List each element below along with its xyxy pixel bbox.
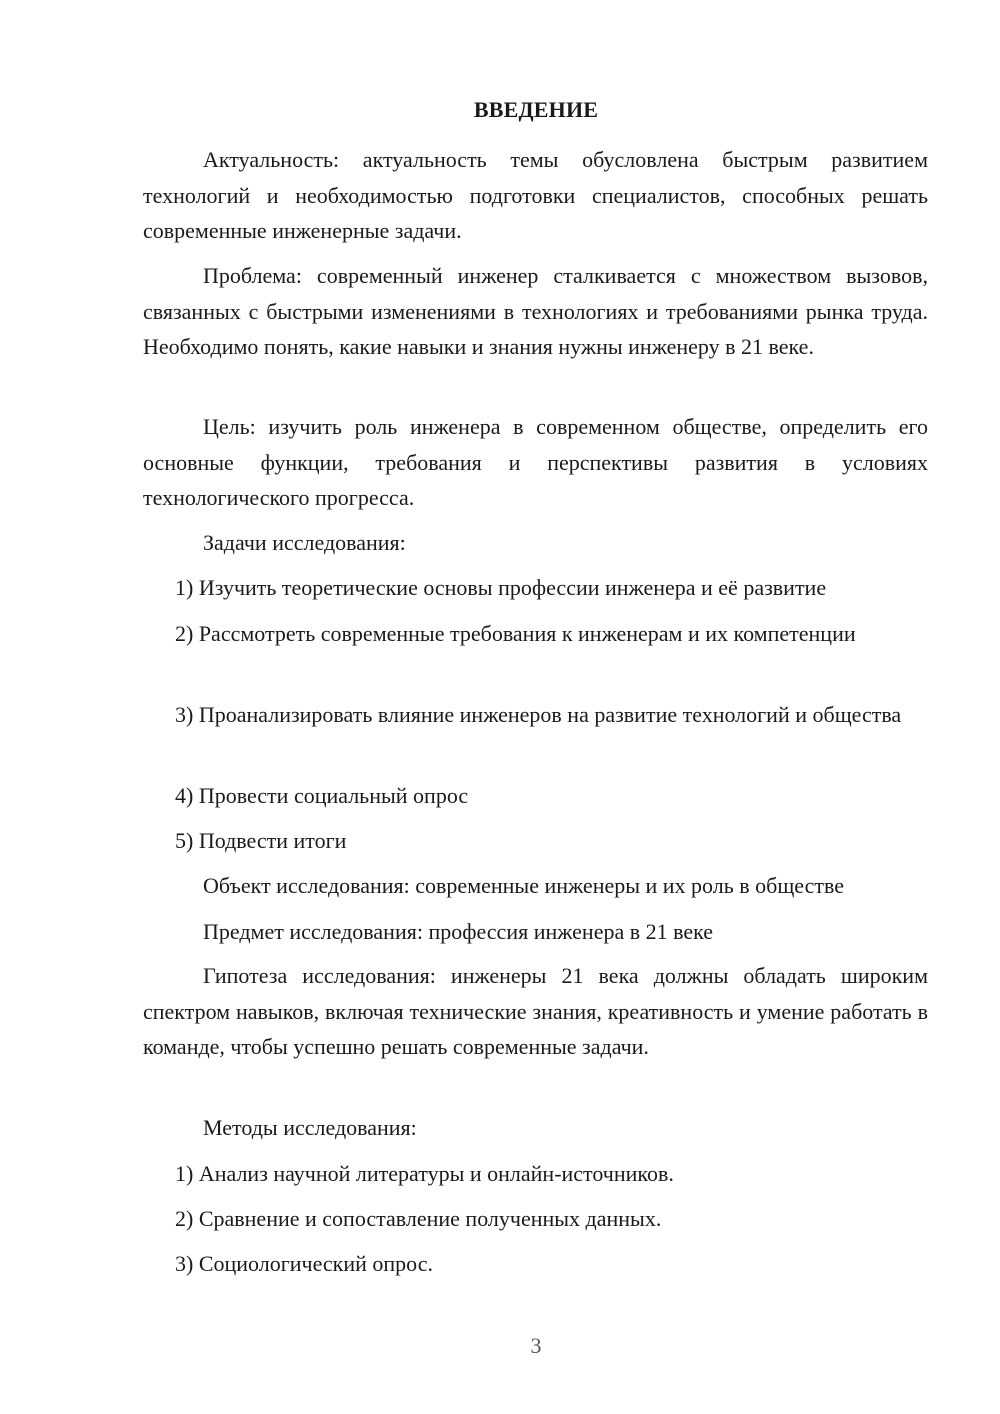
task-item-2 (143, 616, 928, 651)
subject-text: Предмет исследования: профессия инженера в 21 веке (203, 919, 714, 944)
list-item: 3) Социологический опрос. (175, 1251, 433, 1276)
list-item: 1) Анализ научной литературы и онлайн-источников. (175, 1161, 674, 1186)
method-item-2 (143, 1201, 928, 1236)
problem-paragraph (143, 258, 928, 365)
page-number: 3 (530, 1333, 542, 1358)
task-item-5 (143, 823, 928, 858)
problem-text: Проблема: современный инженер сталкивается с множеством вызовов, связанных с быстрыми изменениями в технологиях и требованиями рынка труда. Необходимо понять, какие навыки и знания нужны инженеру в 21 веке. (143, 263, 928, 359)
hypothesis-text: Гипотеза исследования: инженеры 21 века должны обладать широким спектром навыков, включая технические знания, креативность и умение работать в команде, чтобы успешно решать современные задачи. (143, 963, 928, 1059)
list-item: 2) Рассмотреть современные требования к инженерам и их компетенции (175, 621, 856, 646)
task-item-1 (143, 570, 928, 605)
list-item: 2) Сравнение и сопоставление полученных данных. (175, 1206, 662, 1231)
tasks-heading: Задачи исследования: (203, 530, 406, 555)
list-item: 3) Проанализировать влияние инженеров на развитие технологий и общества (175, 702, 902, 727)
methods-heading-paragraph (143, 1110, 928, 1146)
task-item-3 (143, 697, 928, 732)
tasks-heading-paragraph (143, 525, 928, 561)
relevance-paragraph (143, 142, 928, 249)
methods-heading: Методы исследования: (203, 1115, 417, 1140)
task-item-4 (143, 778, 928, 813)
goal-text: Цель: изучить роль инженера в современном обществе, определить его основные функции, требования и перспективы развития в условиях технологического прогресса. (143, 414, 928, 510)
subject-paragraph (143, 914, 928, 950)
object-text: Объект исследования: современные инженеры и их роль в обществе (203, 873, 845, 898)
list-item: 5) Подвести итоги (175, 828, 347, 853)
list-item: 1) Изучить теоретические основы профессии инженера и её развитие (175, 575, 827, 600)
object-paragraph (143, 868, 928, 904)
page-title: ВВЕДЕНИЕ (473, 97, 599, 122)
method-item-1 (143, 1156, 928, 1191)
relevance-text: Актуальность: актуальность темы обусловлена быстрым развитием технологий и необходимостью подготовки специалистов, способных решать современные инженерные задачи. (143, 147, 928, 243)
list-item: 4) Провести социальный опрос (175, 783, 469, 808)
goal-paragraph (143, 409, 928, 516)
hypothesis-paragraph (143, 958, 928, 1065)
method-item-3 (143, 1246, 928, 1281)
